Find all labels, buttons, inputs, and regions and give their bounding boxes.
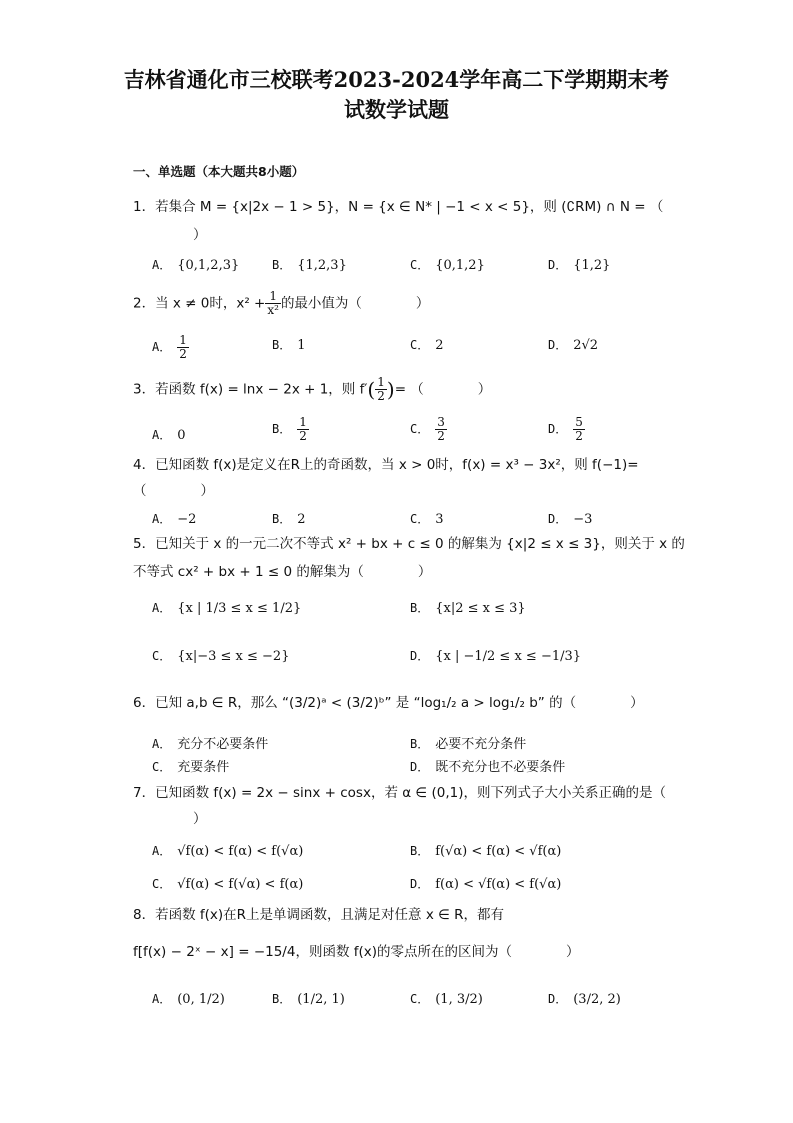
option-label: C． [410, 992, 430, 1006]
question-7: 7．已知函数 f(x) = 2x − sinx + cosx，若 α ∈ (0,1)，则下列式子大小关系正确的是（ [133, 785, 666, 801]
denominator: 2 [299, 429, 307, 443]
q5-option-b [410, 599, 526, 616]
option-label: C． [152, 877, 172, 891]
q6-option-b [410, 733, 526, 752]
option-value: 2√2 [573, 338, 599, 353]
q3-option-c [410, 416, 447, 443]
option-label: A． [152, 258, 172, 272]
denominator: 2 [179, 347, 187, 361]
right-paren: ) [386, 377, 395, 402]
q8-option-c [410, 990, 483, 1007]
option-label: B． [410, 737, 430, 751]
option-label: D． [548, 338, 568, 352]
question-5-line2: 不等式 cx² + bx + 1 ≤ 0 的解集为（ ） [133, 564, 432, 580]
option-label: D． [548, 422, 568, 436]
option-value: {1,2,3} [297, 258, 347, 273]
q3-post: = （ ） [394, 381, 492, 398]
numerator: 5 [575, 415, 583, 429]
q5-option-a [152, 599, 301, 616]
q2-option-d [548, 336, 598, 353]
question-7-cont: ） [193, 811, 207, 827]
option-label: B． [272, 422, 292, 436]
option-label: D． [548, 512, 568, 526]
option-value: {x|−3 ≤ x ≤ −2} [177, 649, 290, 664]
q4-option-d [548, 510, 592, 527]
option-label: C． [410, 258, 430, 272]
numerator: 1 [377, 375, 385, 389]
q3-pre: 3．若函数 f(x) = lnx − 2x + 1，则 f′ [133, 381, 368, 398]
denominator: 2 [575, 429, 583, 443]
question-3 [133, 376, 491, 403]
q1-option-d [548, 256, 610, 273]
question-6: 6．已知 a,b ∈ R，那么 “(3/2)ᵃ < (3/2)ᵇ” 是 “log₁/₂ a > log₁/₂ b” 的（ ） [133, 695, 644, 711]
option-value: (3/2, 2) [573, 992, 621, 1007]
denominator: 2 [437, 429, 445, 443]
q5-option-c [152, 647, 289, 664]
q1-option-c [410, 256, 485, 273]
option-label: C． [152, 760, 172, 774]
q6-option-c [152, 756, 229, 775]
question-5-line1: 5．已知关于 x 的一元二次不等式 x² + bx + c ≤ 0 的解集为 {x|2 ≤ x ≤ 3}，则关于 x 的 [133, 536, 685, 552]
option-value: (1/2, 1) [297, 992, 345, 1007]
q6-option-d [410, 756, 565, 775]
option-value: {x|2 ≤ x ≤ 3} [435, 601, 526, 616]
q7-option-b [410, 842, 561, 859]
numerator: 1 [299, 415, 307, 429]
option-label: B． [272, 258, 292, 272]
q4-option-a [152, 510, 196, 527]
q4-option-c [410, 510, 444, 527]
q5-option-d [410, 647, 581, 664]
q8-option-b [272, 990, 345, 1007]
q2-option-b [272, 336, 306, 353]
option-label: A． [152, 737, 172, 751]
numerator: 1 [265, 290, 281, 304]
q2-post: 的最小值为（ ） [280, 295, 430, 312]
option-label: D． [410, 760, 430, 774]
denominator: x² [267, 303, 279, 317]
option-value: 充分不必要条件 [177, 737, 269, 752]
left-paren: ( [367, 377, 376, 402]
option-value: 充要条件 [177, 760, 230, 775]
option-label: C． [410, 422, 430, 436]
option-value: f(√α) < f(α) < √f(α) [435, 844, 562, 859]
option-value: {0,1,2} [435, 258, 485, 273]
q7-option-a [152, 842, 303, 859]
option-label: B． [410, 601, 430, 615]
question-4: 4．已知函数 f(x)是定义在R上的奇函数，当 x > 0时，f(x) = x³ − 3x²，则 f(−1)= [133, 457, 639, 473]
q8-option-d [548, 990, 621, 1007]
q2-option-c [410, 336, 444, 353]
option-label: C． [410, 512, 430, 526]
option-value: (0, 1/2) [177, 992, 225, 1007]
option-label: C． [410, 338, 430, 352]
question-2 [133, 290, 429, 317]
q3-fraction [375, 376, 387, 403]
option-value: √f(α) < f(√α) < f(α) [177, 877, 304, 892]
option-label: D． [410, 649, 430, 663]
option-value: {0,1,2,3} [177, 258, 240, 273]
option-value: 必要不充分条件 [435, 737, 527, 752]
q4-option-b [272, 510, 306, 527]
question-1: 1．若集合 M = {x|2x − 1 > 5}，N = {x ∈ N* | −1 < x < 5}，则 (∁RM) ∩ N = （ [133, 199, 664, 215]
option-label: A． [152, 340, 172, 354]
option-value: 3 [435, 512, 444, 527]
option-label: B． [272, 338, 292, 352]
exam-title-line1: 吉林省通化市三校联考2023-2024学年高二下学期期末考 [123, 67, 670, 92]
option-label: B． [272, 512, 292, 526]
q6-option-a [152, 733, 268, 752]
option-label: B． [410, 844, 430, 858]
q2-fraction [265, 290, 281, 317]
section-heading: 一、单选题（本大题共8小题） [133, 164, 305, 179]
q2-pre: 2．当 x ≠ 0时，x² + [133, 295, 266, 312]
option-label: B． [272, 992, 292, 1006]
option-value: f(α) < √f(α) < f(√α) [435, 877, 562, 892]
option-label: D． [548, 258, 568, 272]
q1-option-b [272, 256, 347, 273]
option-value: {x | 1/3 ≤ x ≤ 1/2} [177, 601, 302, 616]
option-value: −3 [573, 512, 593, 527]
exam-title-line2: 试数学试题 [344, 97, 449, 122]
option-label: C． [152, 649, 172, 663]
question-4-cont: （ ） [133, 483, 214, 499]
numerator: 1 [179, 333, 187, 347]
question-8-line2: f[f(x) − 2ˣ − x] = −15/4，则函数 f(x)的零点所在的区间为（ ） [133, 944, 580, 960]
numerator: 3 [437, 415, 445, 429]
q2-option-a [152, 334, 189, 361]
q3-option-a [152, 426, 186, 443]
option-label: A． [152, 601, 172, 615]
option-label: A． [152, 992, 172, 1006]
option-value: (1, 3/2) [435, 992, 483, 1007]
option-fraction [435, 416, 447, 443]
option-label: A． [152, 844, 172, 858]
option-label: D． [410, 877, 430, 891]
question-1-cont: ） [193, 227, 207, 243]
option-value: {x | −1/2 ≤ x ≤ −1/3} [435, 649, 582, 664]
option-value: 2 [297, 512, 306, 527]
q3-option-b [272, 416, 309, 443]
option-fraction [573, 416, 585, 443]
q7-option-d [410, 875, 561, 892]
option-value: 0 [177, 428, 186, 443]
option-value: {1,2} [573, 258, 611, 273]
option-value: −2 [177, 512, 197, 527]
option-label: D． [548, 992, 568, 1006]
question-8-line1: 8．若函数 f(x)在R上是单调函数，且满足对任意 x ∈ R，都有 [133, 907, 505, 923]
option-label: A． [152, 428, 172, 442]
option-value: 既不充分也不必要条件 [435, 760, 566, 775]
denominator: 2 [377, 389, 385, 403]
q8-option-a [152, 990, 225, 1007]
q1-option-a [152, 256, 239, 273]
option-value: √f(α) < f(α) < f(√α) [177, 844, 304, 859]
option-value: 2 [435, 338, 444, 353]
option-label: A． [152, 512, 172, 526]
q7-option-c [152, 875, 303, 892]
option-fraction [177, 334, 189, 361]
q3-option-d [548, 416, 585, 443]
option-fraction [297, 416, 309, 443]
option-value: 1 [297, 338, 306, 353]
